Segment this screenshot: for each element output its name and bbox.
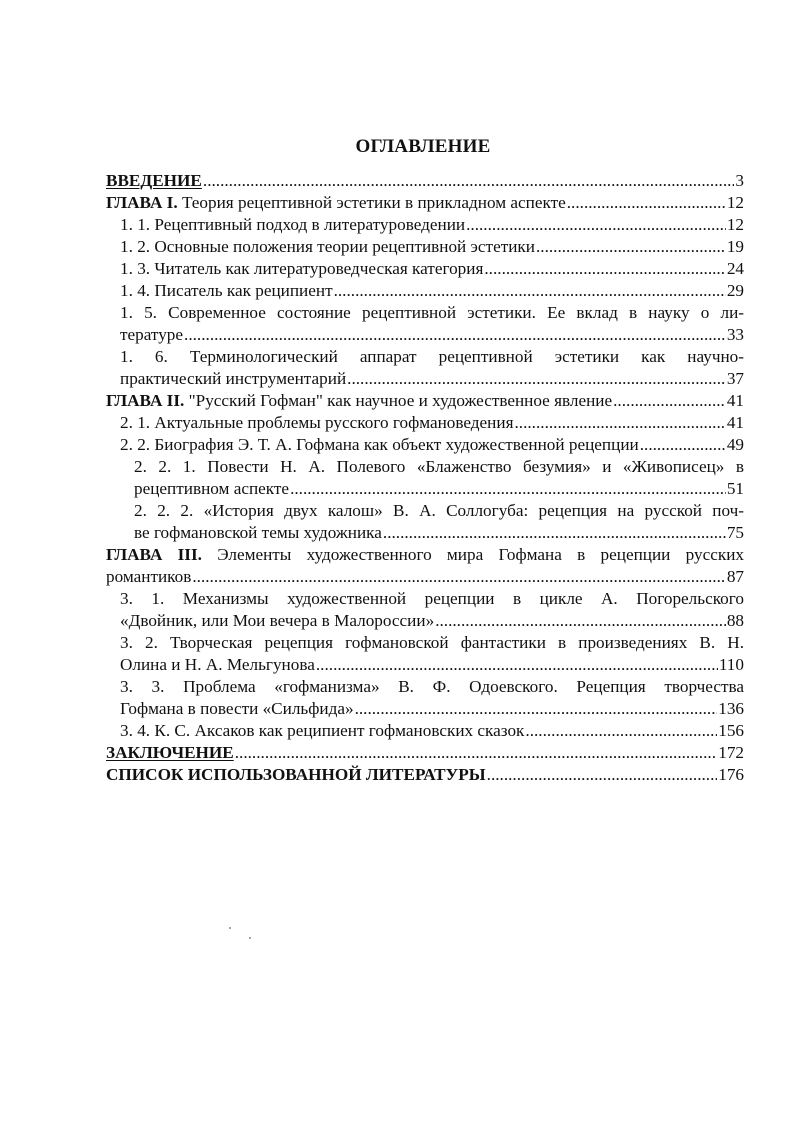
- toc-entry-section-1-5[interactable]: [106, 302, 744, 346]
- dot-leader: [334, 280, 726, 302]
- toc-entry-section-3-3[interactable]: [106, 676, 744, 720]
- toc-entry-label: 2. 1. Актуальные проблемы русского гофмановедения: [120, 413, 514, 432]
- dot-leader: [316, 654, 718, 676]
- toc-entry-label: ВВЕДЕНИЕ: [106, 171, 202, 190]
- dot-leader: [355, 698, 718, 720]
- dot-leader: [235, 742, 717, 764]
- toc-page-number: 110: [718, 655, 744, 674]
- toc-page-number: 136: [718, 699, 744, 718]
- toc-entry-label: "Русский Гофман" как научное и художественное явление: [184, 391, 613, 410]
- toc-entry-label: 1. 2. Основные положения теории рецептивной эстетики: [120, 237, 535, 256]
- toc-entry-label: СПИСОК ИСПОЛЬЗОВАННОЙ ЛИТЕРАТУРЫ: [106, 765, 486, 784]
- toc-entry-section-3-1[interactable]: [106, 588, 744, 632]
- toc-page-number: 33: [726, 325, 744, 344]
- toc-entry-label-continued: Гофмана в повести «Сильфида»: [120, 699, 354, 718]
- toc-page-number: 88: [726, 611, 744, 630]
- toc-page-number: 12: [726, 193, 744, 212]
- toc-entry-label: Теория рецептивной эстетики в прикладном аспекте: [177, 193, 566, 212]
- dot-leader: [514, 412, 725, 434]
- toc-page-number: 176: [718, 765, 744, 784]
- toc-entry-chapter-2[interactable]: [106, 390, 744, 412]
- toc-entry-label: 3. 3. Проблема «гофманизма» В. Ф. Одоевского. Рецепция творчества: [120, 677, 744, 696]
- page-title: ОГЛАВЛЕНИЕ: [355, 136, 491, 157]
- toc-entry-label: 3. 1. Механизмы художественной рецепции в цикле А. Погорельского: [120, 589, 744, 608]
- toc-page-number: 24: [726, 259, 744, 278]
- table-of-contents: [106, 170, 744, 786]
- toc-page-number: 12: [726, 215, 744, 234]
- toc-entry-label: ЗАКЛЮЧЕНИЕ: [106, 743, 234, 762]
- toc-entry-label: 1. 1. Рецептивный подход в литературоведении: [120, 215, 466, 234]
- toc-entry-label: Элементы художественного мира Гофмана в рецепции русских: [201, 545, 744, 564]
- dot-leader: [487, 764, 718, 786]
- toc-entry-section-1-3[interactable]: [106, 258, 744, 280]
- toc-entry-label: 1. 5. Современное состояние рецептивной эстетики. Ее вклад в науку о ли-: [120, 303, 744, 322]
- toc-entry-label-continued: практический инструментарий: [120, 369, 347, 388]
- toc-entry-chapter-3[interactable]: [106, 544, 744, 588]
- dot-leader: [525, 720, 717, 742]
- dot-leader: [435, 610, 726, 632]
- toc-entry-label-continued: «Двойник, или Мои вечера в Малороссии»: [120, 611, 435, 630]
- toc-page-number: 29: [726, 281, 744, 300]
- toc-page-number: 156: [718, 721, 744, 740]
- toc-page-number: 51: [726, 479, 744, 498]
- toc-entry-label-continued: тературе: [120, 325, 184, 344]
- scan-speck: [249, 937, 251, 939]
- toc-entry-label: 2. 2. Биография Э. Т. А. Гофмана как объект художественной рецепции: [120, 435, 639, 454]
- dot-leader: [184, 324, 726, 346]
- dot-leader: [484, 258, 725, 280]
- toc-page-number: 41: [726, 413, 744, 432]
- toc-page-number: 3: [735, 171, 744, 190]
- toc-entry-section-3-2[interactable]: [106, 632, 744, 676]
- dot-leader: [383, 522, 726, 544]
- toc-entry-label: 1. 6. Терминологический аппарат рецептивной эстетики как научно-: [120, 347, 744, 366]
- toc-entry-label: 2. 2. 2. «История двух калош» В. А. Соллогуба: рецепция на русской поч-: [134, 501, 744, 520]
- toc-page-number: 41: [726, 391, 744, 410]
- toc-entry-label-continued: романтиков: [106, 567, 192, 586]
- toc-entry-label-continued: рецептивном аспекте: [134, 479, 290, 498]
- toc-page-number: 49: [726, 435, 744, 454]
- chapter-number: ГЛАВА III.: [106, 545, 202, 564]
- toc-page-number: 37: [726, 369, 744, 388]
- dot-leader: [567, 192, 726, 214]
- toc-entry-section-2-1[interactable]: [106, 412, 744, 434]
- dot-leader: [466, 214, 726, 236]
- toc-entry-section-1-6[interactable]: [106, 346, 744, 390]
- toc-entry-section-3-4[interactable]: [106, 720, 744, 742]
- dot-leader: [613, 390, 726, 412]
- dot-leader: [536, 236, 726, 258]
- toc-entry-section-2-2-2[interactable]: [106, 500, 744, 544]
- toc-entry-section-1-4[interactable]: [106, 280, 744, 302]
- toc-entry-bibliography[interactable]: [106, 764, 744, 786]
- toc-entry-section-2-2[interactable]: [106, 434, 744, 456]
- toc-entry-label-continued: ве гофмановской темы художника: [134, 523, 382, 542]
- dot-leader: [347, 368, 726, 390]
- toc-entry-label: 1. 4. Писатель как реципиент: [120, 281, 333, 300]
- dot-leader: [203, 170, 735, 192]
- dot-leader: [192, 566, 725, 588]
- toc-page-number: 87: [726, 567, 744, 586]
- toc-entry-section-1-2[interactable]: [106, 236, 744, 258]
- toc-entry-label: 2. 2. 1. Повести Н. А. Полевого «Блаженство безумия» и «Живописец» в: [134, 457, 744, 476]
- dot-leader: [290, 478, 726, 500]
- toc-page-number: 172: [718, 743, 744, 762]
- toc-entry-section-1-1[interactable]: [106, 214, 744, 236]
- toc-page-number: 19: [726, 237, 744, 256]
- toc-entry-label: 1. 3. Читатель как литературоведческая категория: [120, 259, 484, 278]
- chapter-number: ГЛАВА I.: [106, 193, 178, 212]
- toc-entry-label-continued: Олина и Н. А. Мельгунова: [120, 655, 315, 674]
- dot-leader: [640, 434, 726, 456]
- toc-entry-section-2-2-1[interactable]: [106, 456, 744, 500]
- toc-entry-chapter-1[interactable]: [106, 192, 744, 214]
- toc-page-number: 75: [726, 523, 744, 542]
- toc-entry-label: 3. 2. Творческая рецепция гофмановской фантастики в произведениях В. Н.: [120, 633, 744, 652]
- chapter-number: ГЛАВА II.: [106, 391, 185, 410]
- toc-entry-label: 3. 4. К. С. Аксаков как реципиент гофмановских сказок: [120, 721, 525, 740]
- toc-entry-introduction[interactable]: [106, 170, 744, 192]
- scan-speck: [229, 927, 231, 929]
- toc-entry-conclusion[interactable]: [106, 742, 744, 764]
